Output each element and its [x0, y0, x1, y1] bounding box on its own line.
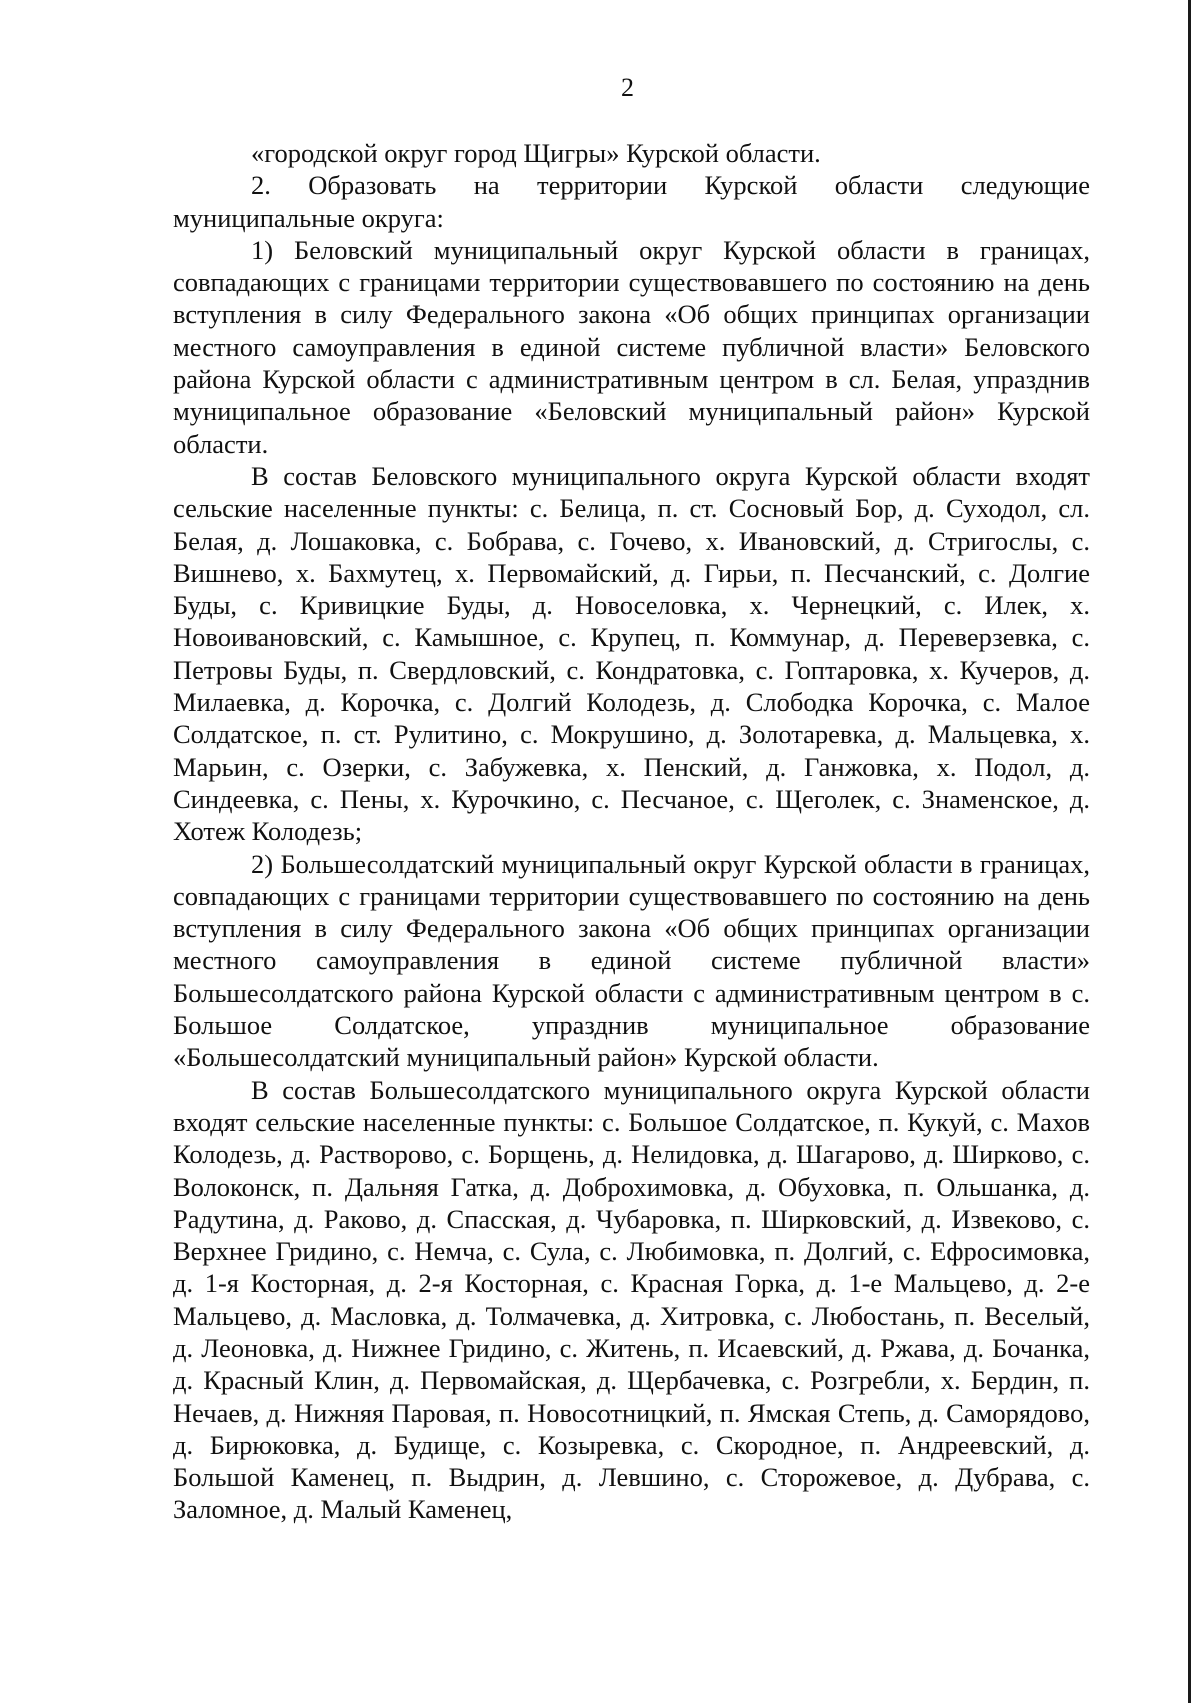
paragraph-continuation: «городской округ город Щигры» Курской области.: [251, 138, 821, 168]
paragraph-belovsky-settlements: В состав Беловского муниципального округа Курской области входят сельские населенные пункты: с. Белица, п. ст. Сосновый Бор, д. Суходол, сл. Белая, д. Лошаковка, с. Бобрава, с. Гочево, х. Ивановский, д. Стригослы, с. Вишнево, х. Бахмутец, х. Первомайский, д. Гирьи, п. Песчанский, с. Долгие Буды, с. Кривицкие Буды, д. Новоселовка, х. Чернецкий, с. Илек, х. Новоивановский, с. Камышное, с. Крупец, п. Коммунар, д. Переверзевка, с. Петровы Буды, п. Свердловский, с. Кондратовка, с. Гоптаровка, х. Кучеров, д. Милаевка, д. Корочка, с. Долгий Колодезь, д. Слободка Корочка, с. Малое Солдатское, п. ст. Рулитино, с. Мокрушино, д. Золотаревка, д. Мальцевка, х. Марьин, с. Озерки, с. Забужевка, х. Пенский, д. Ганжовка, х. Подол, д. Синдеевка, с. Пены, х. Курочкино, с. Песчаное, с. Щеголек, с. Знаменское, д. Хотеж Колодезь;: [173, 460, 1090, 847]
paragraph-item-2: 2. Образовать на территории Курской области следующие муниципальные округа:: [173, 170, 1090, 233]
document-body: [173, 137, 1090, 1526]
paragraph-belovsky-district: 1) Беловский муниципальный округ Курской области в границах, совпадающих с границами территории существовавшего по состоянию на день вступления в силу Федерального закона «Об общих принципах организации местного самоуправления в единой системе публичной власти» Беловского района Курской области с административным центром в сл. Белая, упразднив муниципальное образование «Беловский муниципальный район» Курской области.: [173, 234, 1090, 459]
page-number: 2: [621, 73, 634, 102]
scan-edge-line: [1188, 0, 1191, 1703]
paragraph-bolshesoldatsky-settlements: В состав Большесолдатского муниципального округа Курской области входят сельские населенные пункты: с. Большое Солдатское, п. Кукуй, с. Махов Колодезь, д. Растворово, с. Борщень, д. Нелидовка, д. Шагарово, д. Ширково, с. Волоконск, п. Дальняя Гатка, д. Доброхимовка, д. Обуховка, п. Ольшанка, д. Радутина, д. Раково, д. Спасская, д. Чубаровка, п. Ширковский, д. Извеково, с. Верхнее Гридино, с. Немча, с. Сула, с. Любимовка, п. Долгий, с. Ефросимовка, д. 1-я Косторная, д. 2-я Косторная, с. Красная Горка, д. 1-е Мальцево, д. 2-е Мальцево, д. Масловка, д. Толмачевка, д. Хитровка, с. Любостань, п. Веселый, д. Леоновка, д. Нижнее Гридино, с. Житень, п. Исаевский, д. Ржава, д. Бочанка, д. Красный Клин, д. Первомайская, д. Щербачевка, с. Розгребли, х. Бердин, п. Нечаев, д. Нижняя Паровая, п. Новосотницкий, п. Ямская Степь, д. Саморядово, д. Бирюковка, д. Будище, с. Козыревка, с. Скородное, п. Андреевский, д. Большой Каменец, п. Выдрин, д. Левшино, с. Сторожевое, д. Дубрава, с. Заломное, д. Малый Каменец,: [173, 1074, 1090, 1525]
paragraph-bolshesoldatsky-district: 2) Большесолдатский муниципальный округ Курской области в границах, совпадающих с границами территории существовавшего по состоянию на день вступления в силу Федерального закона «Об общих принципах организации местного самоуправления в единой системе публичной власти» Большесолдатского района Курской области с административным центром в с. Большое Солдатское, упразднив муниципальное образование «Большесолдатский муниципальный район» Курской области.: [173, 848, 1090, 1073]
